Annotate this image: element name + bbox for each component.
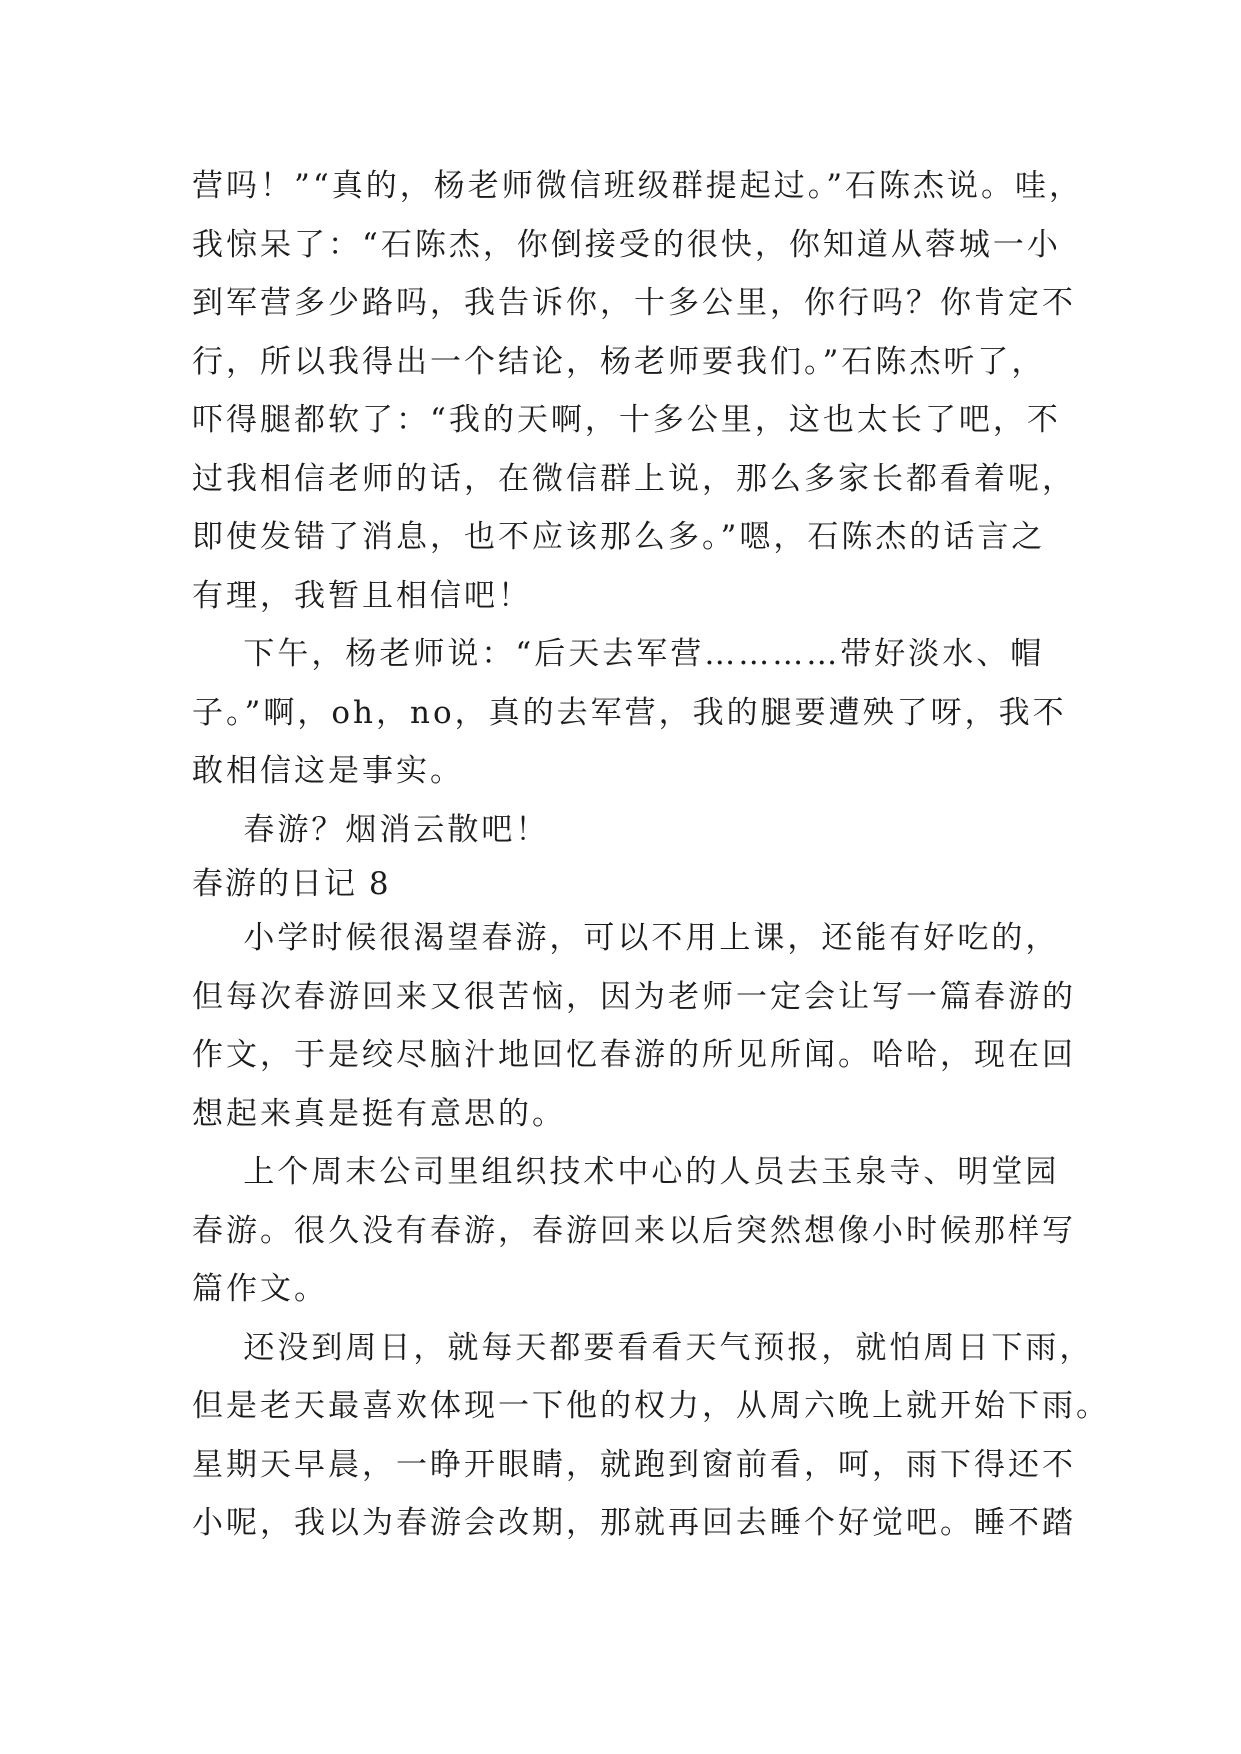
text-line: 即使发错了消息，也不应该那么多。”嗯，石陈杰的话言之 xyxy=(192,519,1046,555)
text-line: 想起来真是挺有意思的。 xyxy=(192,1095,566,1132)
text-line: 过我相信老师的话，在微信群上说，那么多家长都看着呢， xyxy=(192,460,1076,497)
text-line: 下午，杨老师说：“后天去军营…………带好淡水、帽 xyxy=(192,636,1045,672)
paragraph-3 xyxy=(192,801,1072,860)
text-line: 上个周末公司里组织技术中心的人员去玉泉寺、明堂园 xyxy=(192,1154,1060,1190)
text-line: 作文，于是绞尽脑汁地回忆春游的所见所闻。哈哈，现在回 xyxy=(192,1037,1076,1073)
section-heading: 春游的日记 8 xyxy=(192,866,391,902)
text-line: 春游。很久没有春游，春游回来以后突然想像小时候那样写 xyxy=(192,1212,1076,1249)
text-line: 星期天早晨，一睁开眼睛，就跑到窗前看，呵，雨下得还不 xyxy=(192,1446,1076,1483)
text-line: 敢相信这是事实。 xyxy=(192,753,464,789)
text-line: 春游？烟消云散吧！ xyxy=(192,811,550,848)
text-line: 小呢，我以为春游会改期，那就再回去睡个好觉吧。睡不踏 xyxy=(192,1505,1076,1541)
text-line: 营吗！”“真的，杨老师微信班级群提起过。”石陈杰说。哇， xyxy=(192,168,1084,204)
paragraph-5 xyxy=(192,1143,1076,1319)
text-line: 子。”啊，oh，no，真的去军营，我的腿要遭殃了呀，我不 xyxy=(192,694,1067,731)
paragraph-1 xyxy=(192,157,1084,625)
text-line: 到军营多少路吗，我告诉你，十多公里，你行吗？你肯定不 xyxy=(192,285,1076,321)
text-line: 吓得腿都软了：“我的天啊，十多公里，这也太长了吧，不 xyxy=(192,402,1061,438)
text-line: 篇作文。 xyxy=(192,1271,328,1307)
text-line: 但每次春游回来又很苦恼，因为老师一定会让写一篇春游的 xyxy=(192,978,1076,1015)
text-line: 行，所以我得出一个结论，杨老师要我们。”石陈杰听了， xyxy=(192,343,1046,380)
document-page xyxy=(192,157,1110,1553)
paragraph-6 xyxy=(192,1319,1110,1553)
text-line: 我惊呆了：“石陈杰，你倒接受的很快，你知道从蓉城一小 xyxy=(192,226,1061,263)
text-line: 小学时候很渴望春游，可以不用上课，还能有好吃的， xyxy=(192,920,1060,956)
text-line: 还没到周日，就每天都要看看天气预报，就怕周日下雨， xyxy=(192,1329,1094,1366)
paragraph-2 xyxy=(192,625,1072,801)
paragraph-4 xyxy=(192,909,1076,1143)
text-line: 但是老天最喜欢体现一下他的权力，从周六晚上就开始下雨。 xyxy=(192,1388,1110,1424)
text-line: 有理，我暂且相信吧！ xyxy=(192,577,532,614)
